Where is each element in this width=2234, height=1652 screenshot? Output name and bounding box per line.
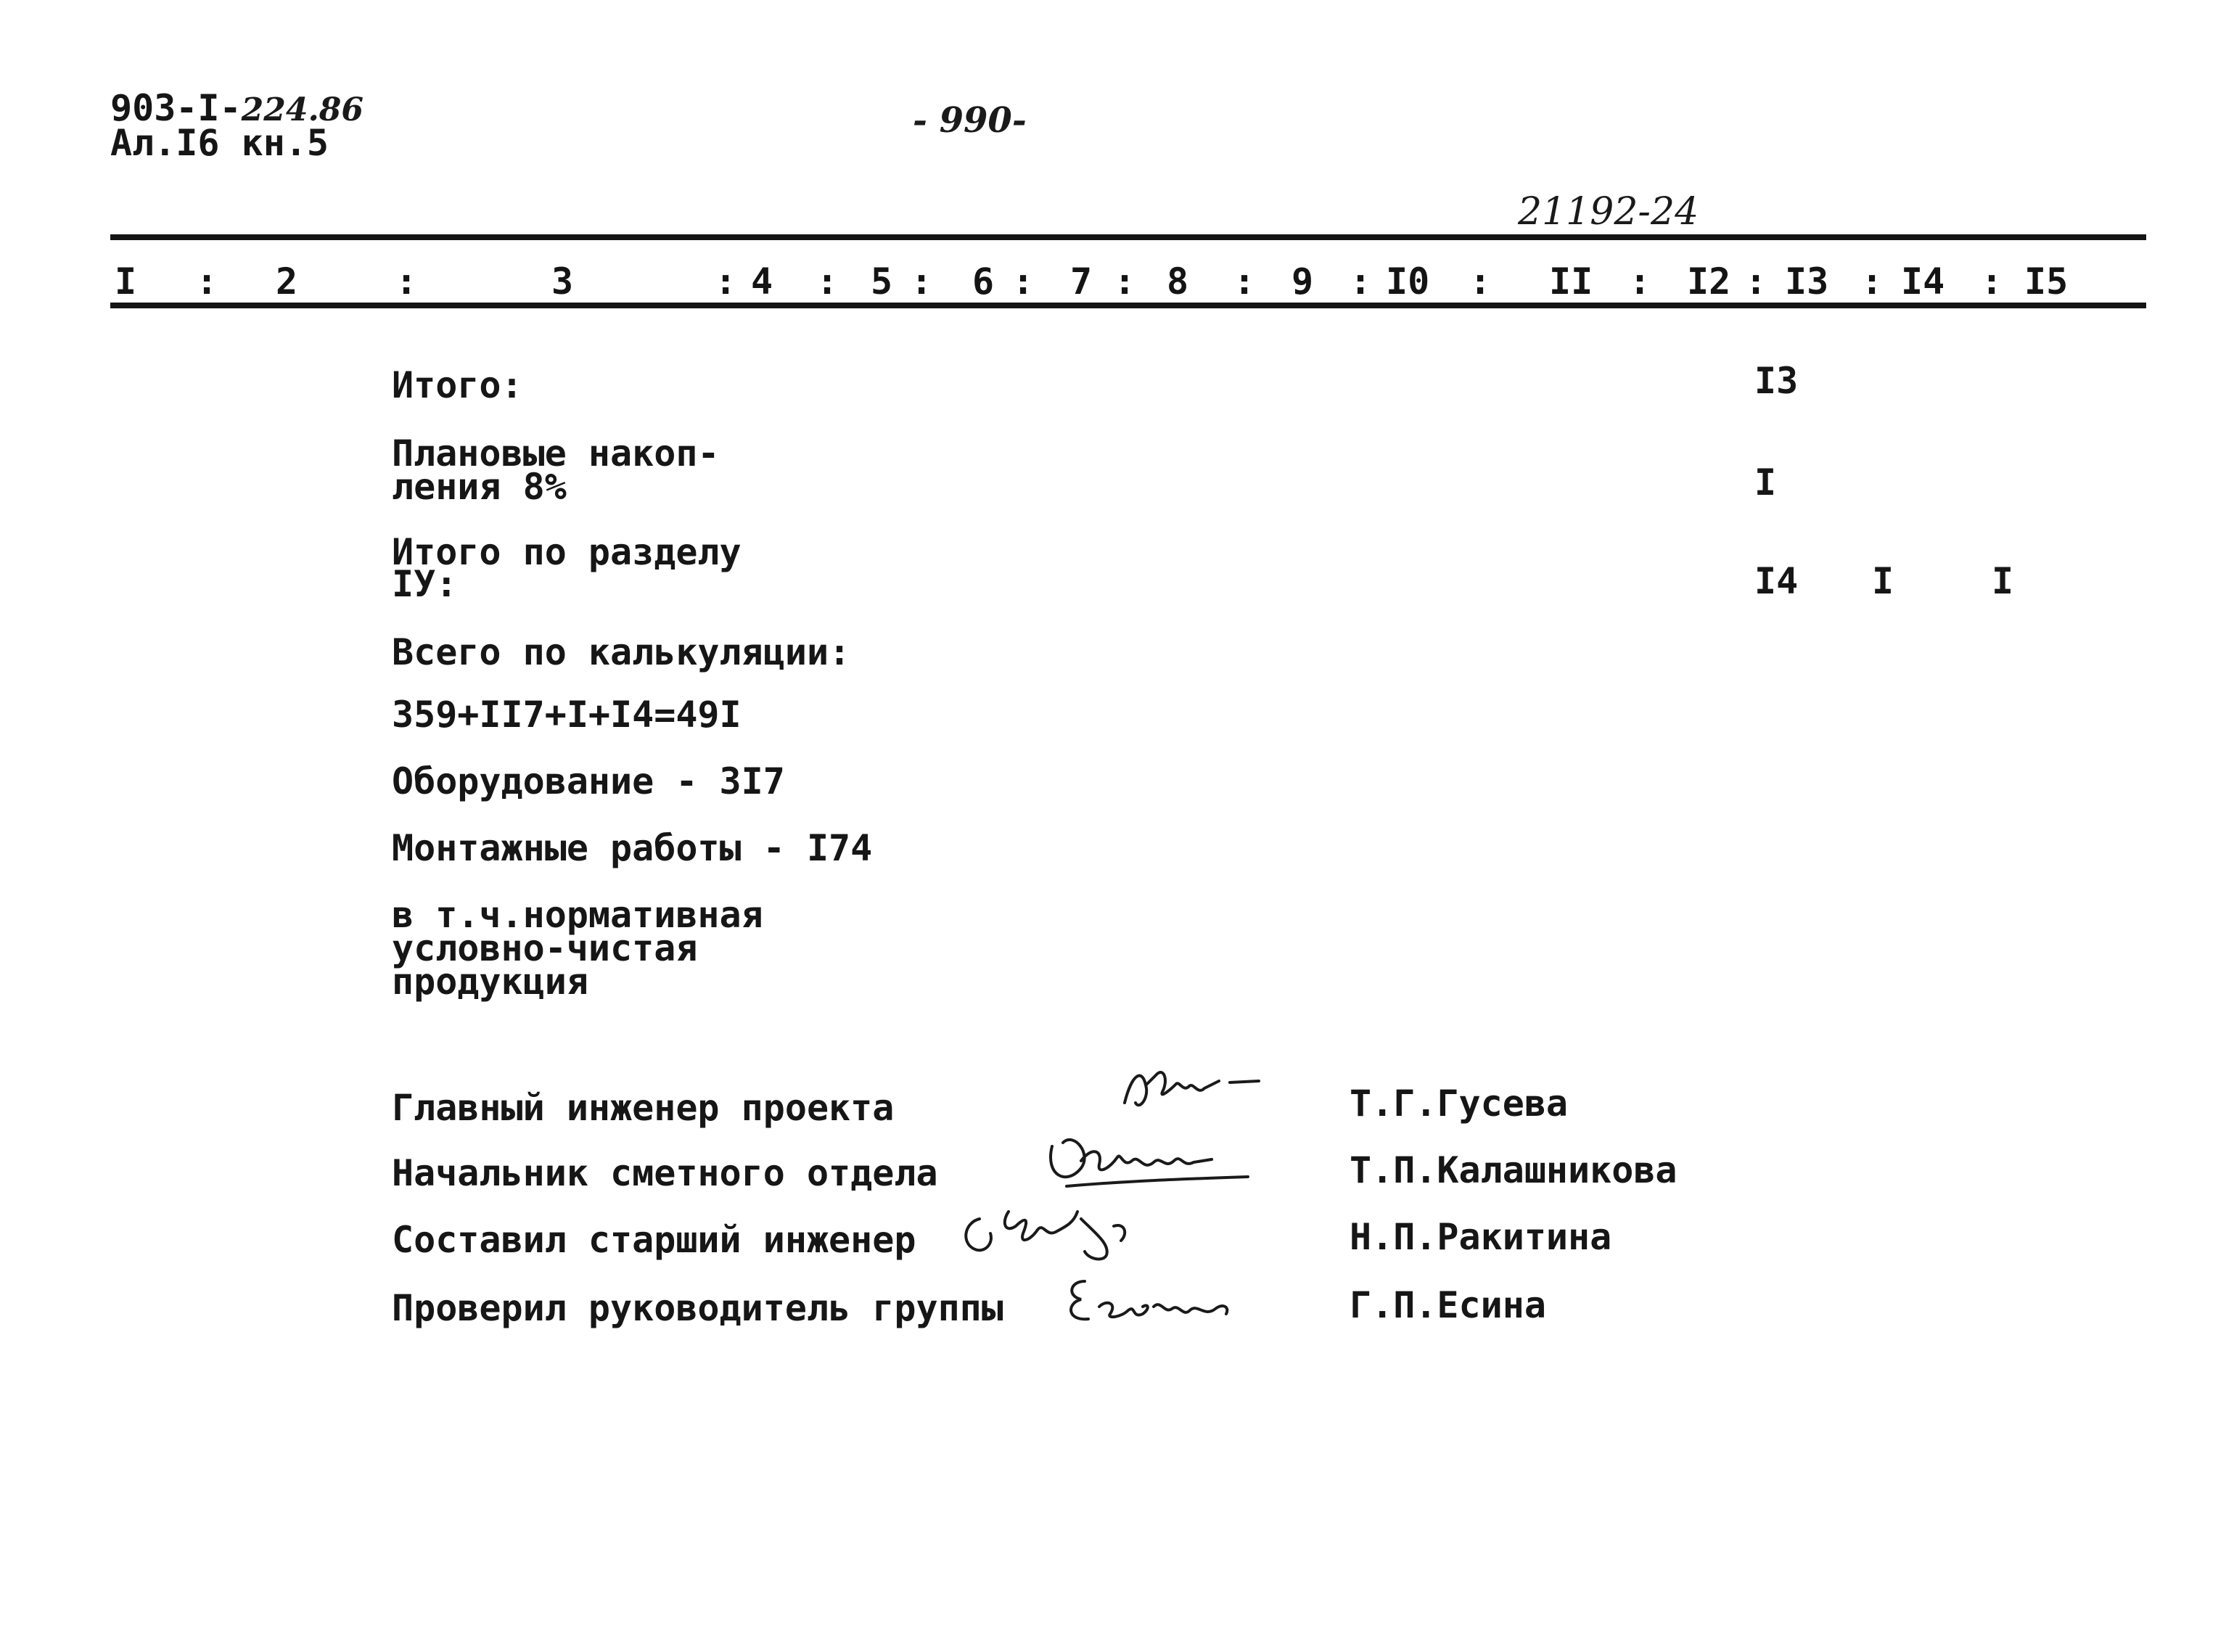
- column-number: I5: [2024, 260, 2069, 303]
- column-number: I: [115, 260, 137, 303]
- signatory-name: Т.П.Калашникова: [1350, 1149, 1677, 1191]
- inventory-number: 21192-24: [1518, 190, 1699, 234]
- column-number: I3: [1785, 260, 1829, 303]
- table-header-top-rule: [110, 234, 2146, 240]
- column-number: 7: [1070, 260, 1093, 303]
- column-number: 8: [1167, 260, 1189, 303]
- handwritten-signature: [1103, 1059, 1277, 1125]
- column-number: II: [1549, 260, 1593, 303]
- sheet-reference: Ал.I6 кн.5: [110, 122, 329, 164]
- column-separator: :: [1745, 260, 1767, 303]
- row-section-total-col14: I: [1872, 560, 1894, 602]
- signatory-position: Начальник сметного отдела: [392, 1152, 938, 1194]
- column-separator: :: [1114, 260, 1136, 303]
- column-separator: :: [911, 260, 933, 303]
- net-production-note-line2: условно-чистая: [392, 927, 698, 969]
- column-separator: :: [816, 260, 839, 303]
- net-production-note-line3: продукция: [392, 961, 588, 1003]
- net-production-note-line1: в т.ч.нормативная: [392, 894, 763, 936]
- column-separator: :: [1350, 260, 1372, 303]
- signatory-name: Т.Г.Гусева: [1350, 1082, 1569, 1125]
- row-planned-savings-label-line1: Плановые накоп-: [392, 432, 720, 474]
- column-number: I2: [1687, 260, 1731, 303]
- row-total-label: Итого:: [392, 364, 523, 406]
- column-separator: :: [1233, 260, 1256, 303]
- column-separator: :: [715, 260, 737, 303]
- signatory-name: Г.П.Есина: [1350, 1284, 1546, 1326]
- column-number: 4: [751, 260, 773, 303]
- signatory-position: Главный инженер проекта: [392, 1087, 895, 1129]
- column-number: 5: [871, 260, 893, 303]
- handwritten-signature: [950, 1190, 1197, 1270]
- calculation-total-label: Всего по калькуляции:: [392, 631, 851, 673]
- column-separator: :: [1981, 260, 2003, 303]
- page-number: - 990-: [913, 100, 1027, 141]
- column-separator: :: [1629, 260, 1651, 303]
- row-planned-savings-label-line2: ления 8%: [392, 466, 567, 508]
- column-separator: :: [1469, 260, 1492, 303]
- column-number: I0: [1386, 260, 1430, 303]
- column-separator: :: [196, 260, 218, 303]
- signatory-position: Проверил руководитель группы: [392, 1287, 1003, 1329]
- row-section-total-col15: I: [1992, 560, 2014, 602]
- column-separator: :: [1012, 260, 1035, 303]
- table-header-bottom-rule: [110, 303, 2146, 308]
- signatory-name: Н.П.Ракитина: [1350, 1216, 1612, 1258]
- row-section-total-label-line1: Итого по разделу: [392, 531, 742, 573]
- equipment-total: Оборудование - 3I7: [392, 760, 785, 802]
- row-section-total-col13: I4: [1754, 560, 1799, 602]
- handwritten-signature: [1056, 1267, 1259, 1332]
- column-number: 3: [551, 260, 574, 303]
- document-code-handwritten: 224.86: [241, 91, 364, 128]
- column-separator: :: [1861, 260, 1884, 303]
- installation-total: Монтажные работы - I74: [392, 827, 873, 869]
- column-separator: :: [395, 260, 418, 303]
- document-code-prefix: 903-I-: [110, 87, 242, 129]
- row-planned-savings-col13: I: [1754, 461, 1777, 504]
- row-section-total-label-line2: IУ:: [392, 563, 458, 605]
- column-number: 9: [1291, 260, 1314, 303]
- column-number: 2: [276, 260, 298, 303]
- row-total-col13: I3: [1754, 360, 1799, 402]
- signatory-position: Составил старший инженер: [392, 1219, 916, 1261]
- calculation-formula: 359+II7+I+I4=49I: [392, 694, 742, 736]
- column-number: I4: [1901, 260, 1945, 303]
- column-number: 6: [972, 260, 995, 303]
